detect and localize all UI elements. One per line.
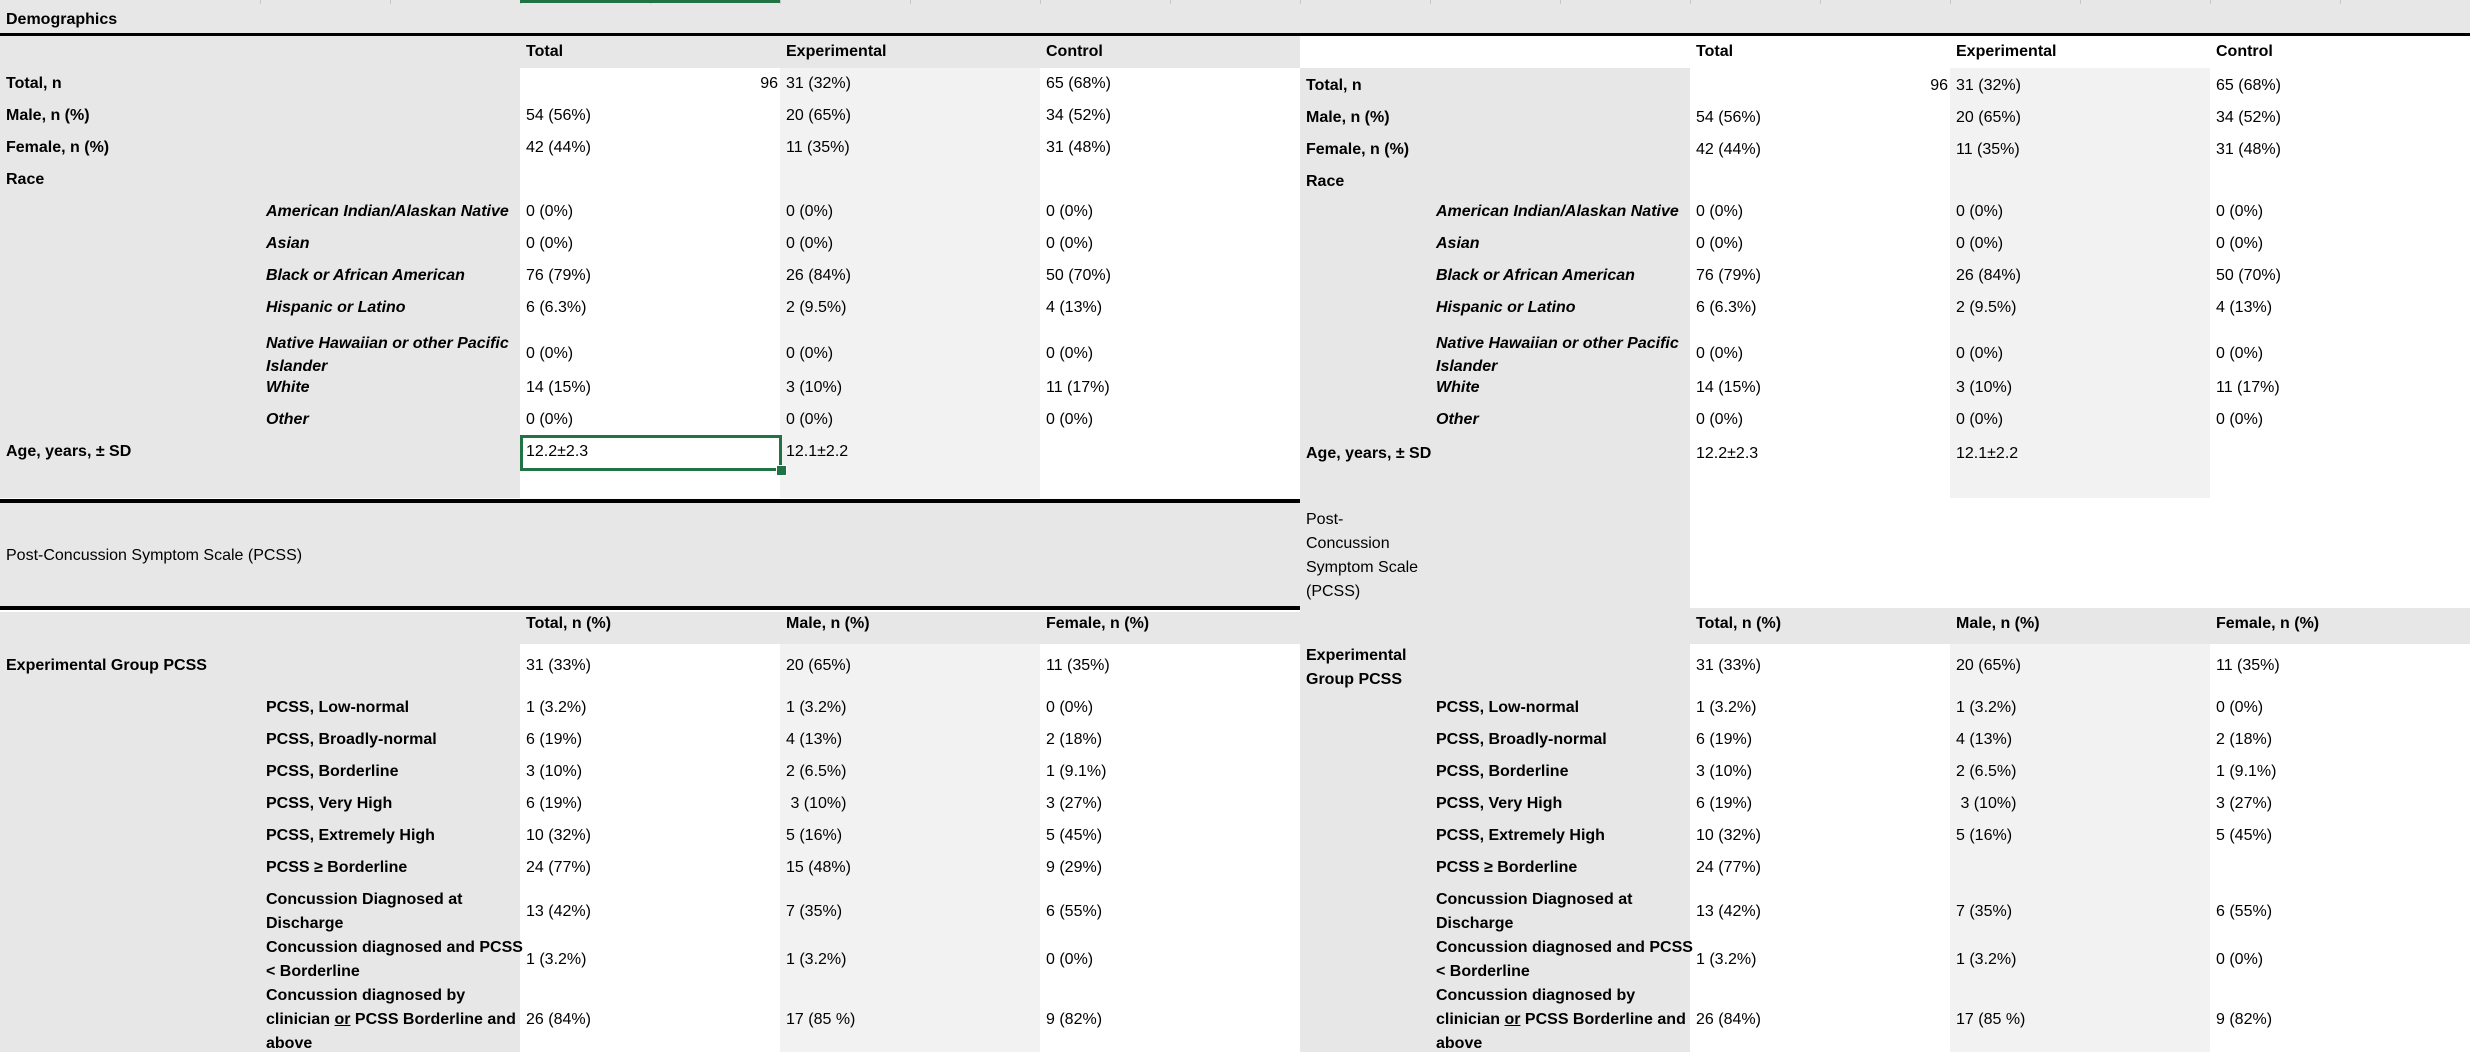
pcss-row-label[interactable]: Discharge bbox=[1436, 915, 1514, 932]
row-label[interactable]: Male, n (%) bbox=[1306, 109, 1390, 126]
cell-value[interactable]: 7 (35%) bbox=[1956, 903, 2013, 920]
row-label[interactable]: Male, n (%) bbox=[6, 107, 90, 124]
cell-value[interactable]: 0 (0%) bbox=[786, 203, 834, 220]
cell-value[interactable]: 9 (82%) bbox=[1046, 1011, 1103, 1028]
column-tick bbox=[1820, 0, 1821, 4]
cell-value[interactable]: 14 (15%) bbox=[1696, 379, 1761, 396]
column-header[interactable]: Control bbox=[1046, 43, 1103, 60]
title-border bbox=[0, 33, 2470, 36]
sheet-title[interactable]: Demographics bbox=[6, 11, 118, 28]
cell-value[interactable]: 65 (68%) bbox=[2216, 77, 2281, 94]
race-label[interactable]: American Indian/Alaskan Native bbox=[1436, 203, 1679, 220]
cell-value[interactable]: 7 (35%) bbox=[786, 903, 843, 920]
cell-value[interactable]: 0 (0%) bbox=[1046, 203, 1094, 220]
pcss-row-label[interactable]: < Borderline bbox=[266, 963, 360, 980]
cell-value[interactable]: 12.1±2.2 bbox=[1956, 445, 2019, 462]
race-label[interactable]: White bbox=[1436, 379, 1480, 396]
cell-value[interactable]: 1 (3.2%) bbox=[526, 699, 587, 716]
cell-value[interactable]: 5 (45%) bbox=[1046, 827, 1103, 844]
cell-value[interactable]: 2 (18%) bbox=[1046, 731, 1103, 748]
column-tick bbox=[1040, 0, 1041, 4]
cell-value[interactable]: 3 (10%) bbox=[526, 763, 583, 780]
cell-value[interactable]: 1 (3.2%) bbox=[1956, 951, 2017, 968]
fill-handle[interactable] bbox=[776, 465, 787, 476]
cell-value[interactable]: 1 (9.1%) bbox=[1046, 763, 1107, 780]
column-tick bbox=[1950, 0, 1951, 4]
cell-value[interactable]: 0 (0%) bbox=[1046, 699, 1094, 716]
cell-value[interactable]: 0 (0%) bbox=[1046, 235, 1094, 252]
cell-value[interactable]: 3 (10%) bbox=[1956, 795, 2017, 812]
cell-value[interactable]: 10 (32%) bbox=[526, 827, 591, 844]
pcss-group-label[interactable]: Experimental Group PCSS bbox=[6, 657, 207, 674]
cell-value[interactable]: 13 (42%) bbox=[1696, 903, 1761, 920]
pcss-row-label[interactable]: PCSS, Extremely High bbox=[266, 827, 435, 844]
pcss-column-header[interactable]: Male, n (%) bbox=[1956, 615, 2040, 632]
cell-value[interactable]: 0 (0%) bbox=[2216, 203, 2264, 220]
row-label[interactable]: Female, n (%) bbox=[6, 139, 110, 156]
column-header[interactable]: Experimental bbox=[1956, 43, 2057, 60]
cell-value[interactable]: 3 (27%) bbox=[2216, 795, 2273, 812]
demo-header-row bbox=[0, 36, 1300, 68]
column-tick bbox=[1690, 0, 1691, 4]
cell-value[interactable]: 31 (48%) bbox=[1046, 139, 1111, 156]
cell-value[interactable]: 11 (35%) bbox=[2216, 657, 2280, 674]
cell-value[interactable]: 0 (0%) bbox=[526, 411, 574, 428]
selected-cell-value[interactable]: 12.2±2.3 bbox=[526, 443, 589, 460]
pcss-group-label[interactable]: Group PCSS bbox=[1306, 671, 1403, 688]
pcss-row-label[interactable]: PCSS, Very High bbox=[1436, 795, 1563, 812]
cell-value[interactable]: 0 (0%) bbox=[2216, 699, 2264, 716]
cell-value[interactable]: 31 (32%) bbox=[786, 75, 851, 92]
pcss-row-label[interactable]: clinician or PCSS Borderline and bbox=[266, 1011, 516, 1028]
pcss-title-line[interactable]: (PCSS) bbox=[1306, 583, 1361, 600]
pcss-row-label[interactable]: PCSS, Broadly-normal bbox=[1436, 731, 1607, 748]
row-label-race[interactable]: Race bbox=[6, 171, 45, 188]
cell-value[interactable]: 11 (35%) bbox=[1956, 141, 2020, 158]
pcss-bottom-border bbox=[0, 606, 1300, 610]
column-tick bbox=[260, 0, 261, 4]
cell-value[interactable]: 96 bbox=[1930, 77, 1948, 94]
cell-value[interactable]: 0 (0%) bbox=[786, 411, 834, 428]
cell-value[interactable]: 1 (3.2%) bbox=[786, 699, 847, 716]
cell-value[interactable]: 50 (70%) bbox=[2216, 267, 2281, 284]
cell-value[interactable]: 0 (0%) bbox=[786, 235, 834, 252]
race-label[interactable]: White bbox=[266, 379, 310, 396]
cell-value[interactable]: 0 (0%) bbox=[526, 235, 574, 252]
cell-value[interactable]: 1 (3.2%) bbox=[1696, 951, 1757, 968]
pcss-row-label[interactable]: Concussion Diagnosed at bbox=[1436, 891, 1633, 908]
cell-value[interactable]: 6 (6.3%) bbox=[526, 299, 587, 316]
cell-value[interactable]: 4 (13%) bbox=[2216, 299, 2273, 316]
pcss-row-label[interactable]: above bbox=[266, 1035, 313, 1052]
race-label[interactable]: American Indian/Alaskan Native bbox=[266, 203, 509, 220]
pcss-row-label[interactable]: Concussion Diagnosed at bbox=[266, 891, 463, 908]
pcss-top-border bbox=[0, 499, 1300, 503]
pcss-column-header[interactable]: Total, n (%) bbox=[1696, 615, 1782, 632]
cell-value[interactable]: 6 (6.3%) bbox=[1696, 299, 1757, 316]
cell-value[interactable]: 9 (29%) bbox=[1046, 859, 1103, 876]
cell-value[interactable]: 2 (18%) bbox=[2216, 731, 2273, 748]
cell-value[interactable]: 3 (10%) bbox=[1696, 763, 1753, 780]
pcss-column-header[interactable]: Female, n (%) bbox=[1046, 615, 1150, 632]
pcss-row-label[interactable]: Discharge bbox=[266, 915, 344, 932]
cell-value[interactable]: 26 (84%) bbox=[1696, 1011, 1761, 1028]
column-tick bbox=[2210, 0, 2211, 4]
cell-value[interactable]: 31 (32%) bbox=[1956, 77, 2021, 94]
cell-value[interactable]: 76 (79%) bbox=[1696, 267, 1761, 284]
column-header[interactable]: Experimental bbox=[786, 43, 887, 60]
race-label[interactable]: Asian bbox=[1436, 235, 1480, 252]
pcss-column-header[interactable]: Total, n (%) bbox=[526, 615, 612, 632]
cell-value[interactable]: 31 (48%) bbox=[2216, 141, 2281, 158]
cell-value[interactable]: 76 (79%) bbox=[526, 267, 591, 284]
column-header[interactable]: Total bbox=[1696, 43, 1734, 60]
or-underline: or bbox=[334, 1011, 351, 1028]
cell-value[interactable]: 6 (19%) bbox=[1696, 731, 1753, 748]
cell-value[interactable]: 0 (0%) bbox=[1956, 345, 2004, 362]
cell-value[interactable]: 11 (35%) bbox=[786, 139, 850, 156]
cell-value[interactable]: 26 (84%) bbox=[1956, 267, 2021, 284]
column-tick bbox=[1300, 0, 1301, 4]
cell-value[interactable]: 0 (0%) bbox=[1696, 411, 1744, 428]
cell-value[interactable]: 0 (0%) bbox=[2216, 235, 2264, 252]
cell-value[interactable]: 0 (0%) bbox=[2216, 411, 2264, 428]
cell-value[interactable]: 34 (52%) bbox=[1046, 107, 1111, 124]
column-tick bbox=[1560, 0, 1561, 4]
pcss-row-label[interactable]: PCSS ≥ Borderline bbox=[1436, 859, 1578, 876]
column-tick bbox=[390, 0, 391, 4]
column-tick bbox=[1170, 0, 1171, 4]
cell-value[interactable]: 1 (3.2%) bbox=[1956, 699, 2017, 716]
cell-value[interactable]: 4 (13%) bbox=[786, 731, 843, 748]
pcss-row-label[interactable]: PCSS ≥ Borderline bbox=[266, 859, 408, 876]
pcss-row-label[interactable]: PCSS, Borderline bbox=[1436, 763, 1569, 780]
pcss-title[interactable]: Post-Concussion Symptom Scale (PCSS) bbox=[6, 547, 303, 564]
cell-value[interactable]: 34 (52%) bbox=[2216, 109, 2281, 126]
cell-value[interactable]: 2 (9.5%) bbox=[1956, 299, 2017, 316]
pcss-row-label[interactable]: PCSS, Broadly-normal bbox=[266, 731, 437, 748]
cell-value[interactable]: 0 (0%) bbox=[1696, 203, 1744, 220]
cell-value[interactable]: 24 (77%) bbox=[1696, 859, 1761, 876]
pcss-title-line[interactable]: Post- bbox=[1306, 511, 1344, 528]
cell-value[interactable]: 6 (19%) bbox=[1696, 795, 1753, 812]
cell-value[interactable]: 0 (0%) bbox=[2216, 951, 2264, 968]
row-label[interactable]: Female, n (%) bbox=[1306, 141, 1410, 158]
cell-value[interactable]: 2 (6.5%) bbox=[786, 763, 847, 780]
pcss-row-label[interactable]: Concussion diagnosed and PCSS bbox=[266, 939, 523, 956]
cell-value[interactable]: 24 (77%) bbox=[526, 859, 591, 876]
pcss-column-header[interactable]: Male, n (%) bbox=[786, 615, 870, 632]
cell-value[interactable]: 11 (17%) bbox=[2216, 379, 2280, 396]
column-header[interactable]: Control bbox=[2216, 43, 2273, 60]
row-label[interactable]: Total, n bbox=[6, 75, 62, 92]
cell-value[interactable]: 0 (0%) bbox=[526, 203, 574, 220]
cell-value[interactable]: 12.2±2.3 bbox=[1696, 445, 1759, 462]
cell-value[interactable]: 6 (19%) bbox=[526, 795, 583, 812]
pcss-title-line[interactable]: Symptom Scale bbox=[1306, 559, 1419, 576]
pcss-row-label[interactable]: Concussion diagnosed by bbox=[1436, 987, 1636, 1004]
cell-value[interactable]: 0 (0%) bbox=[1696, 345, 1744, 362]
cell-value[interactable]: 12.1±2.2 bbox=[786, 443, 849, 460]
cell-value[interactable]: 3 (10%) bbox=[786, 795, 847, 812]
row-label-age[interactable]: Age, years, ± SD bbox=[1306, 445, 1432, 462]
cell-value[interactable]: 0 (0%) bbox=[1046, 951, 1094, 968]
or-underline: or bbox=[1504, 1011, 1521, 1028]
cell-value[interactable]: 4 (13%) bbox=[1956, 731, 2013, 748]
cell-value[interactable]: 20 (65%) bbox=[1956, 657, 2021, 674]
cell-value[interactable]: 42 (44%) bbox=[526, 139, 591, 156]
cell-value[interactable]: 96 bbox=[760, 75, 778, 92]
cell-value[interactable]: 11 (17%) bbox=[1046, 379, 1110, 396]
row-label-age[interactable]: Age, years, ± SD bbox=[6, 443, 132, 460]
cell-value[interactable]: 5 (45%) bbox=[2216, 827, 2273, 844]
column-tick bbox=[1430, 0, 1431, 4]
cell-value[interactable]: 0 (0%) bbox=[1956, 235, 2004, 252]
cell-value[interactable]: 6 (19%) bbox=[526, 731, 583, 748]
row-label-race[interactable]: Race bbox=[1306, 173, 1345, 190]
cell-value[interactable]: 0 (0%) bbox=[2216, 345, 2264, 362]
race-label[interactable]: Other bbox=[266, 411, 309, 428]
cell-value[interactable]: 6 (55%) bbox=[1046, 903, 1103, 920]
right-pcss-header-row bbox=[1690, 608, 2470, 644]
cell-value[interactable]: 15 (48%) bbox=[786, 859, 851, 876]
cell-value[interactable]: 2 (6.5%) bbox=[1956, 763, 2017, 780]
cell-value[interactable]: 31 (33%) bbox=[526, 657, 591, 674]
column-tick bbox=[780, 0, 781, 4]
cell-value[interactable]: 20 (65%) bbox=[786, 107, 851, 124]
race-label[interactable]: Black or African American bbox=[266, 267, 465, 284]
cell-value[interactable]: 10 (32%) bbox=[1696, 827, 1761, 844]
cell-value[interactable]: 2 (9.5%) bbox=[786, 299, 847, 316]
cell-value[interactable]: 13 (42%) bbox=[526, 903, 591, 920]
pcss-row-label[interactable]: PCSS, Very High bbox=[266, 795, 393, 812]
cell-value[interactable]: 50 (70%) bbox=[1046, 267, 1111, 284]
title-band bbox=[0, 0, 2470, 36]
column-tick bbox=[2340, 0, 2341, 4]
race-label[interactable]: Native Hawaiian or other Pacific Islander bbox=[1436, 335, 1679, 375]
selected-column-marker bbox=[520, 0, 780, 3]
row-label[interactable]: Total, n bbox=[1306, 77, 1362, 94]
column-tick bbox=[2080, 0, 2081, 4]
cell-value[interactable]: 0 (0%) bbox=[1956, 411, 2004, 428]
race-label[interactable]: Other bbox=[1436, 411, 1479, 428]
cell-value[interactable]: 26 (84%) bbox=[526, 1011, 591, 1028]
pcss-row-label[interactable]: Concussion diagnosed and PCSS bbox=[1436, 939, 1693, 956]
cell-value[interactable]: 42 (44%) bbox=[1696, 141, 1761, 158]
race-label[interactable]: Hispanic or Latino bbox=[266, 299, 406, 316]
pcss-row-label[interactable]: clinician or PCSS Borderline and bbox=[1436, 1011, 1686, 1028]
cell-value[interactable]: 65 (68%) bbox=[1046, 75, 1111, 92]
cell-value[interactable]: 31 (33%) bbox=[1696, 657, 1761, 674]
pcss-row-label[interactable]: PCSS, Low-normal bbox=[266, 699, 410, 716]
race-label[interactable]: Hispanic or Latino bbox=[1436, 299, 1576, 316]
pcss-row-label[interactable]: PCSS, Extremely High bbox=[1436, 827, 1605, 844]
cell-value[interactable]: 54 (56%) bbox=[526, 107, 591, 124]
column-tick bbox=[910, 0, 911, 4]
cell-value[interactable]: 1 (3.2%) bbox=[786, 951, 847, 968]
cell-value[interactable]: 20 (65%) bbox=[786, 657, 851, 674]
race-label[interactable]: Asian bbox=[266, 235, 310, 252]
cell-value[interactable]: 0 (0%) bbox=[1046, 411, 1094, 428]
cell-value[interactable]: 4 (13%) bbox=[1046, 299, 1103, 316]
cell-value[interactable]: 11 (35%) bbox=[1046, 657, 1110, 674]
column-header[interactable]: Total bbox=[526, 43, 564, 60]
cell-value[interactable]: 0 (0%) bbox=[786, 345, 834, 362]
cell-value[interactable]: 0 (0%) bbox=[1046, 345, 1094, 362]
cell-value[interactable]: 5 (16%) bbox=[1956, 827, 2013, 844]
cell-value[interactable]: 3 (10%) bbox=[786, 379, 843, 396]
cell-value[interactable]: 0 (0%) bbox=[1956, 203, 2004, 220]
cell-value[interactable]: 1 (3.2%) bbox=[526, 951, 587, 968]
pcss-column-header[interactable]: Female, n (%) bbox=[2216, 615, 2320, 632]
cell-value[interactable]: 5 (16%) bbox=[786, 827, 843, 844]
cell-value[interactable]: 26 (84%) bbox=[786, 267, 851, 284]
pcss-group-label[interactable]: Experimental bbox=[1306, 647, 1407, 664]
pcss-row-label[interactable]: Concussion diagnosed by bbox=[266, 987, 466, 1004]
cell-value[interactable]: 3 (10%) bbox=[1956, 379, 2013, 396]
cell-value[interactable]: 0 (0%) bbox=[1696, 235, 1744, 252]
cell-value[interactable]: 6 (55%) bbox=[2216, 903, 2273, 920]
pcss-row-label[interactable]: PCSS, Low-normal bbox=[1436, 699, 1580, 716]
cell-value[interactable]: 14 (15%) bbox=[526, 379, 591, 396]
cell-value[interactable]: 17 (85 %) bbox=[1956, 1011, 2026, 1028]
cell-value[interactable]: 9 (82%) bbox=[2216, 1011, 2273, 1028]
pcss-row-label[interactable]: < Borderline bbox=[1436, 963, 1530, 980]
cell-value[interactable]: 3 (27%) bbox=[1046, 795, 1103, 812]
pcss-row-label[interactable]: PCSS, Borderline bbox=[266, 763, 399, 780]
pcss-title-line[interactable]: Concussion bbox=[1306, 535, 1390, 552]
cell-value[interactable]: 1 (3.2%) bbox=[1696, 699, 1757, 716]
cell-value[interactable]: 17 (85 %) bbox=[786, 1011, 856, 1028]
race-label[interactable]: Native Hawaiian or other Pacific Islander bbox=[266, 335, 509, 375]
cell-value[interactable]: 0 (0%) bbox=[526, 345, 574, 362]
race-label[interactable]: Black or African American bbox=[1436, 267, 1635, 284]
cell-value[interactable]: 1 (9.1%) bbox=[2216, 763, 2277, 780]
cell-value[interactable]: 20 (65%) bbox=[1956, 109, 2021, 126]
cell-value[interactable]: 54 (56%) bbox=[1696, 109, 1761, 126]
pcss-row-label[interactable]: above bbox=[1436, 1035, 1483, 1052]
